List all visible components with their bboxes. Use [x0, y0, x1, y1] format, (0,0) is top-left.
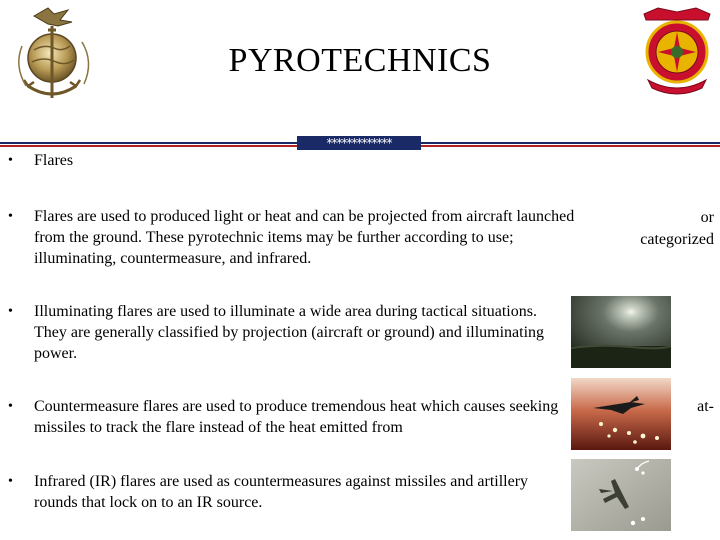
illuminating-flare-photo	[571, 296, 671, 368]
bullet-flares-definition: Flares are used to produced light or heat and can be projected from aircraft launched from the ground. These pyrotechnic items may be further according to use; illuminating, countermeasure, and infrared.	[34, 208, 575, 267]
bullet-flares: Flares	[34, 152, 74, 169]
bullet-marker: •	[8, 304, 13, 319]
unit-seal-emblem-icon	[638, 4, 716, 96]
bullet-marker: •	[8, 209, 13, 224]
bullet-marker: •	[8, 474, 13, 489]
stars-banner: *************	[297, 136, 421, 150]
bullet-marker: •	[8, 153, 13, 168]
bullet-illuminating-flares: Illuminating flares are used to illuminate a wide area during tactical situations. They are generally classified by projection (aircraft or ground) and illuminating power.	[34, 303, 545, 362]
bullet-countermeasure-flares: Countermeasure flares are used to produce tremendous heat which causes seeking missiles to track the flare instead of the heat emitted from	[34, 398, 559, 436]
page-title: PYROTECHNICS	[228, 42, 492, 79]
infrared-flares-photo	[571, 459, 671, 531]
bullet-marker: •	[8, 399, 13, 414]
overflow-text-heat: at-	[697, 398, 714, 415]
bullet-infrared-flares: Infrared (IR) flares are used as countermeasures against missiles and artillery rounds that lock on to an IR source.	[34, 473, 529, 511]
overflow-text-or: or	[700, 209, 714, 226]
countermeasure-flares-photo	[571, 378, 671, 450]
overflow-text-categorized: categorized	[640, 231, 714, 248]
